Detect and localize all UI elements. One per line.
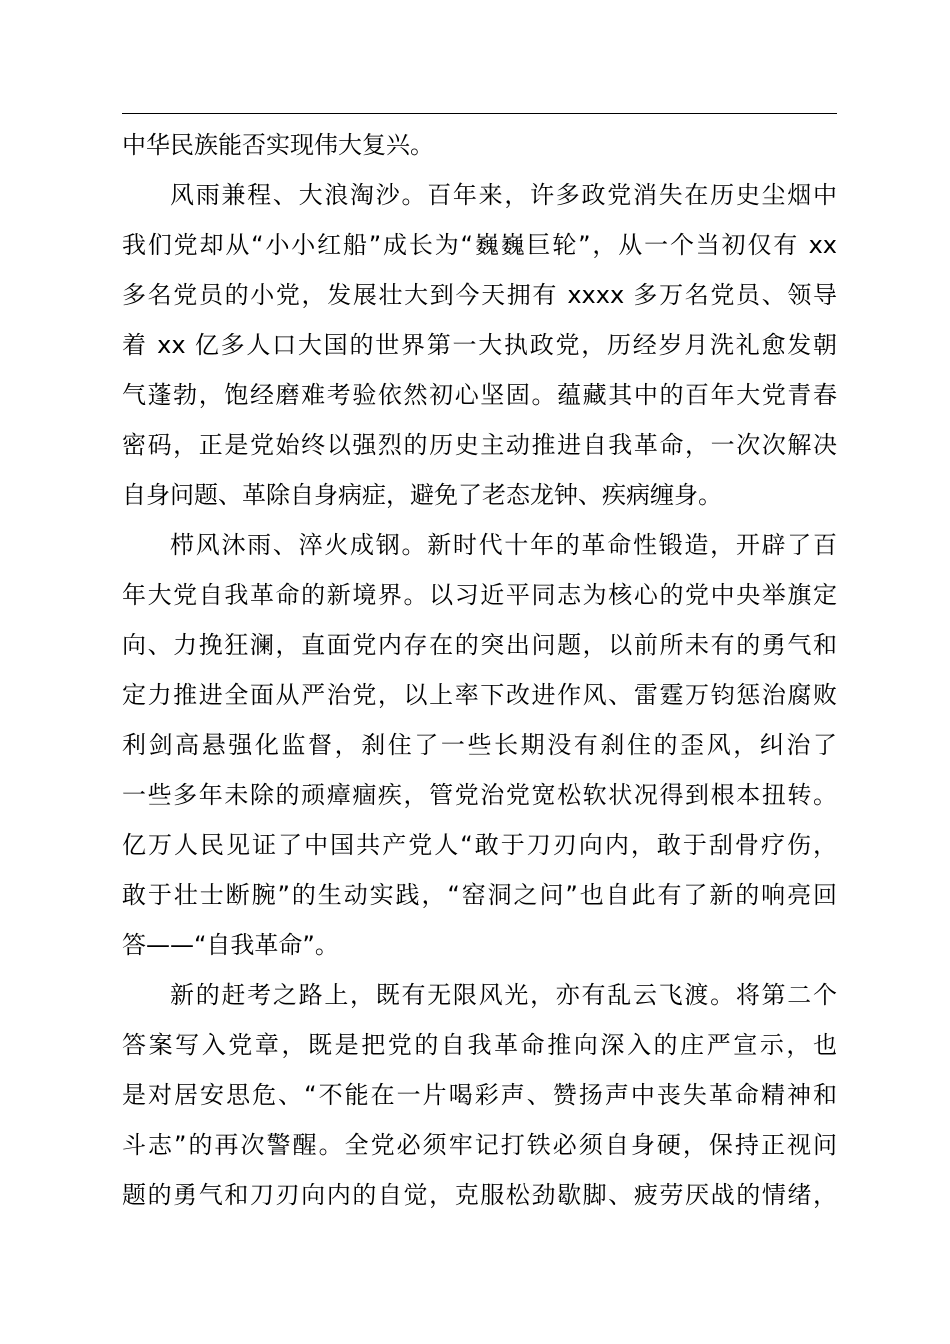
text-line: 一些多年未除的顽瘴痼疾，管党治党宽松软状况得到根本扭转。 <box>122 781 837 809</box>
body-text <box>122 120 837 1220</box>
text-line: 气蓬勃，饱经磨难考验依然初心坚固。蕴藏其中的百年大党青春 <box>122 381 837 409</box>
text-line: 中华民族能否实现伟大复兴。 <box>122 131 434 159</box>
text-line: 向、力挽狂澜，直面党内存在的突出问题，以前所未有的勇气和 <box>122 631 837 659</box>
text-line: 利剑高悬强化监督，刹住了一些长期没有刹住的歪风，纠治了 <box>122 731 837 759</box>
text-line: 我们党却从“小小红船”成长为“巍巍巨轮”，从一个当初仅有 xx <box>122 231 837 259</box>
text-line: 答——“自我革命”。 <box>122 931 339 959</box>
text-line: 年大党自我革命的新境界。以习近平同志为核心的党中央举旗定 <box>122 581 837 609</box>
text-line: 风雨兼程、大浪淘沙。百年来，许多政党消失在历史尘烟中 <box>170 181 837 209</box>
text-line: 栉风沐雨、淬火成钢。新时代十年的革命性锻造，开辟了百 <box>170 531 837 559</box>
text-line: 定力推进全面从严治党，以上率下改进作风、雷霆万钧惩治腐败 <box>122 681 837 709</box>
text-line: 是对居安思危、“不能在一片喝彩声、赞扬声中丧失革命精神和 <box>122 1081 837 1109</box>
text-line: 亿万人民见证了中国共产党人“敢于刀刃向内，敢于刮骨疗伤， <box>122 831 837 859</box>
text-line: 新的赶考之路上，既有无限风光，亦有乱云飞渡。将第二个 <box>170 981 837 1009</box>
text-line: 题的勇气和刀刃向内的自觉，克服松劲歇脚、疲劳厌战的情绪， <box>122 1181 837 1209</box>
text-line: 敢于壮士断腕”的生动实践，“窑洞之问”也自此有了新的响亮回 <box>122 881 837 909</box>
text-line: 密码，正是党始终以强烈的历史主动推进自我革命，一次次解决 <box>122 431 837 459</box>
text-line: 多名党员的小党，发展壮大到今天拥有 xxxx 多万名党员、领导 <box>122 281 837 309</box>
header-rule <box>122 113 837 114</box>
text-line: 答案写入党章，既是把党的自我革命推向深入的庄严宣示，也 <box>122 1031 837 1059</box>
text-line: 自身问题、革除自身病症，避免了老态龙钟、疾病缠身。 <box>122 481 722 509</box>
text-line: 着 xx 亿多人口大国的世界第一大执政党，历经岁月洗礼愈发朝 <box>122 331 837 359</box>
text-line: 斗志”的再次警醒。全党必须牢记打铁必须自身硬，保持正视问 <box>122 1131 837 1159</box>
